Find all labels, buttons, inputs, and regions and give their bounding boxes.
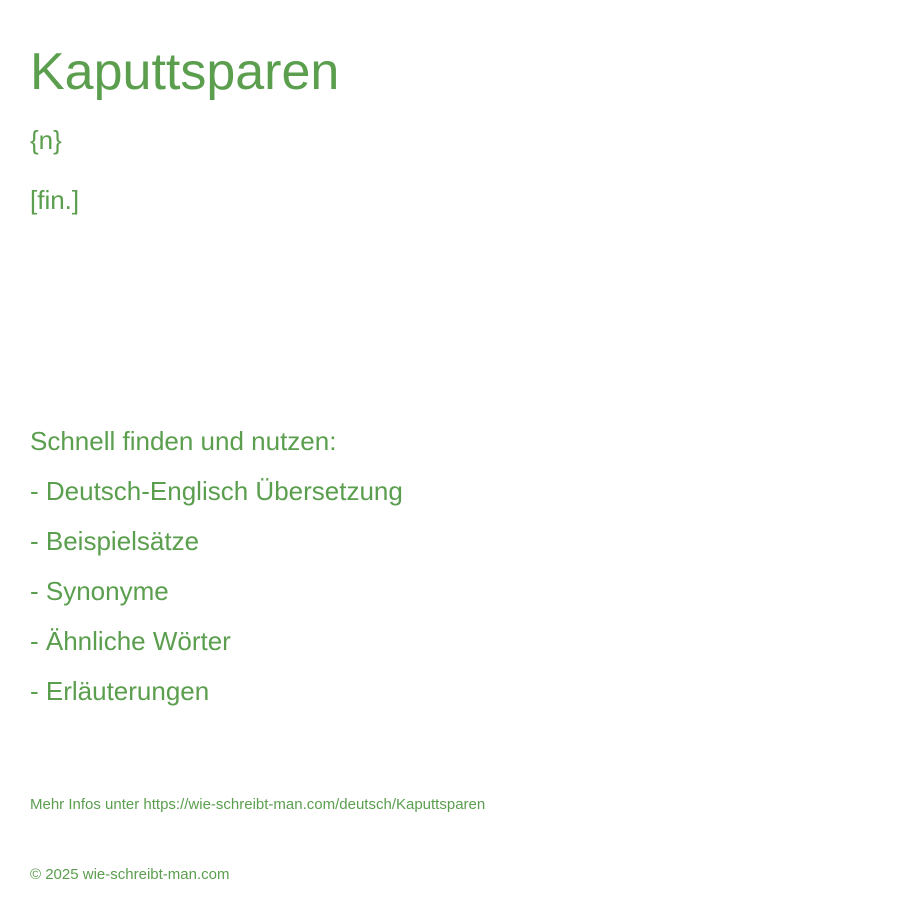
feature-item-synonyms: - Synonyme [30, 576, 169, 606]
feature-item-example-sentences: - Beispielsätze [30, 526, 200, 556]
gender-label: {n} [30, 125, 62, 155]
feature-list [30, 475, 403, 725]
copyright-notice: © 2025 wie-schreibt-man.com [30, 866, 230, 883]
domain-label: [fin.] [30, 185, 80, 215]
more-info-text: Mehr Infos unter https://wie-schreibt-man.com/deutsch/Kaputtsparen [30, 796, 486, 813]
features-heading: Schnell finden und nutzen: [30, 426, 337, 456]
feature-item-similar-words: - Ähnliche Wörter [30, 626, 231, 656]
entry-title: Kaputtsparen [30, 43, 340, 101]
feature-item-translation: - Deutsch-Englisch Übersetzung [30, 476, 403, 506]
feature-item-explanations: - Erläuterungen [30, 676, 210, 706]
